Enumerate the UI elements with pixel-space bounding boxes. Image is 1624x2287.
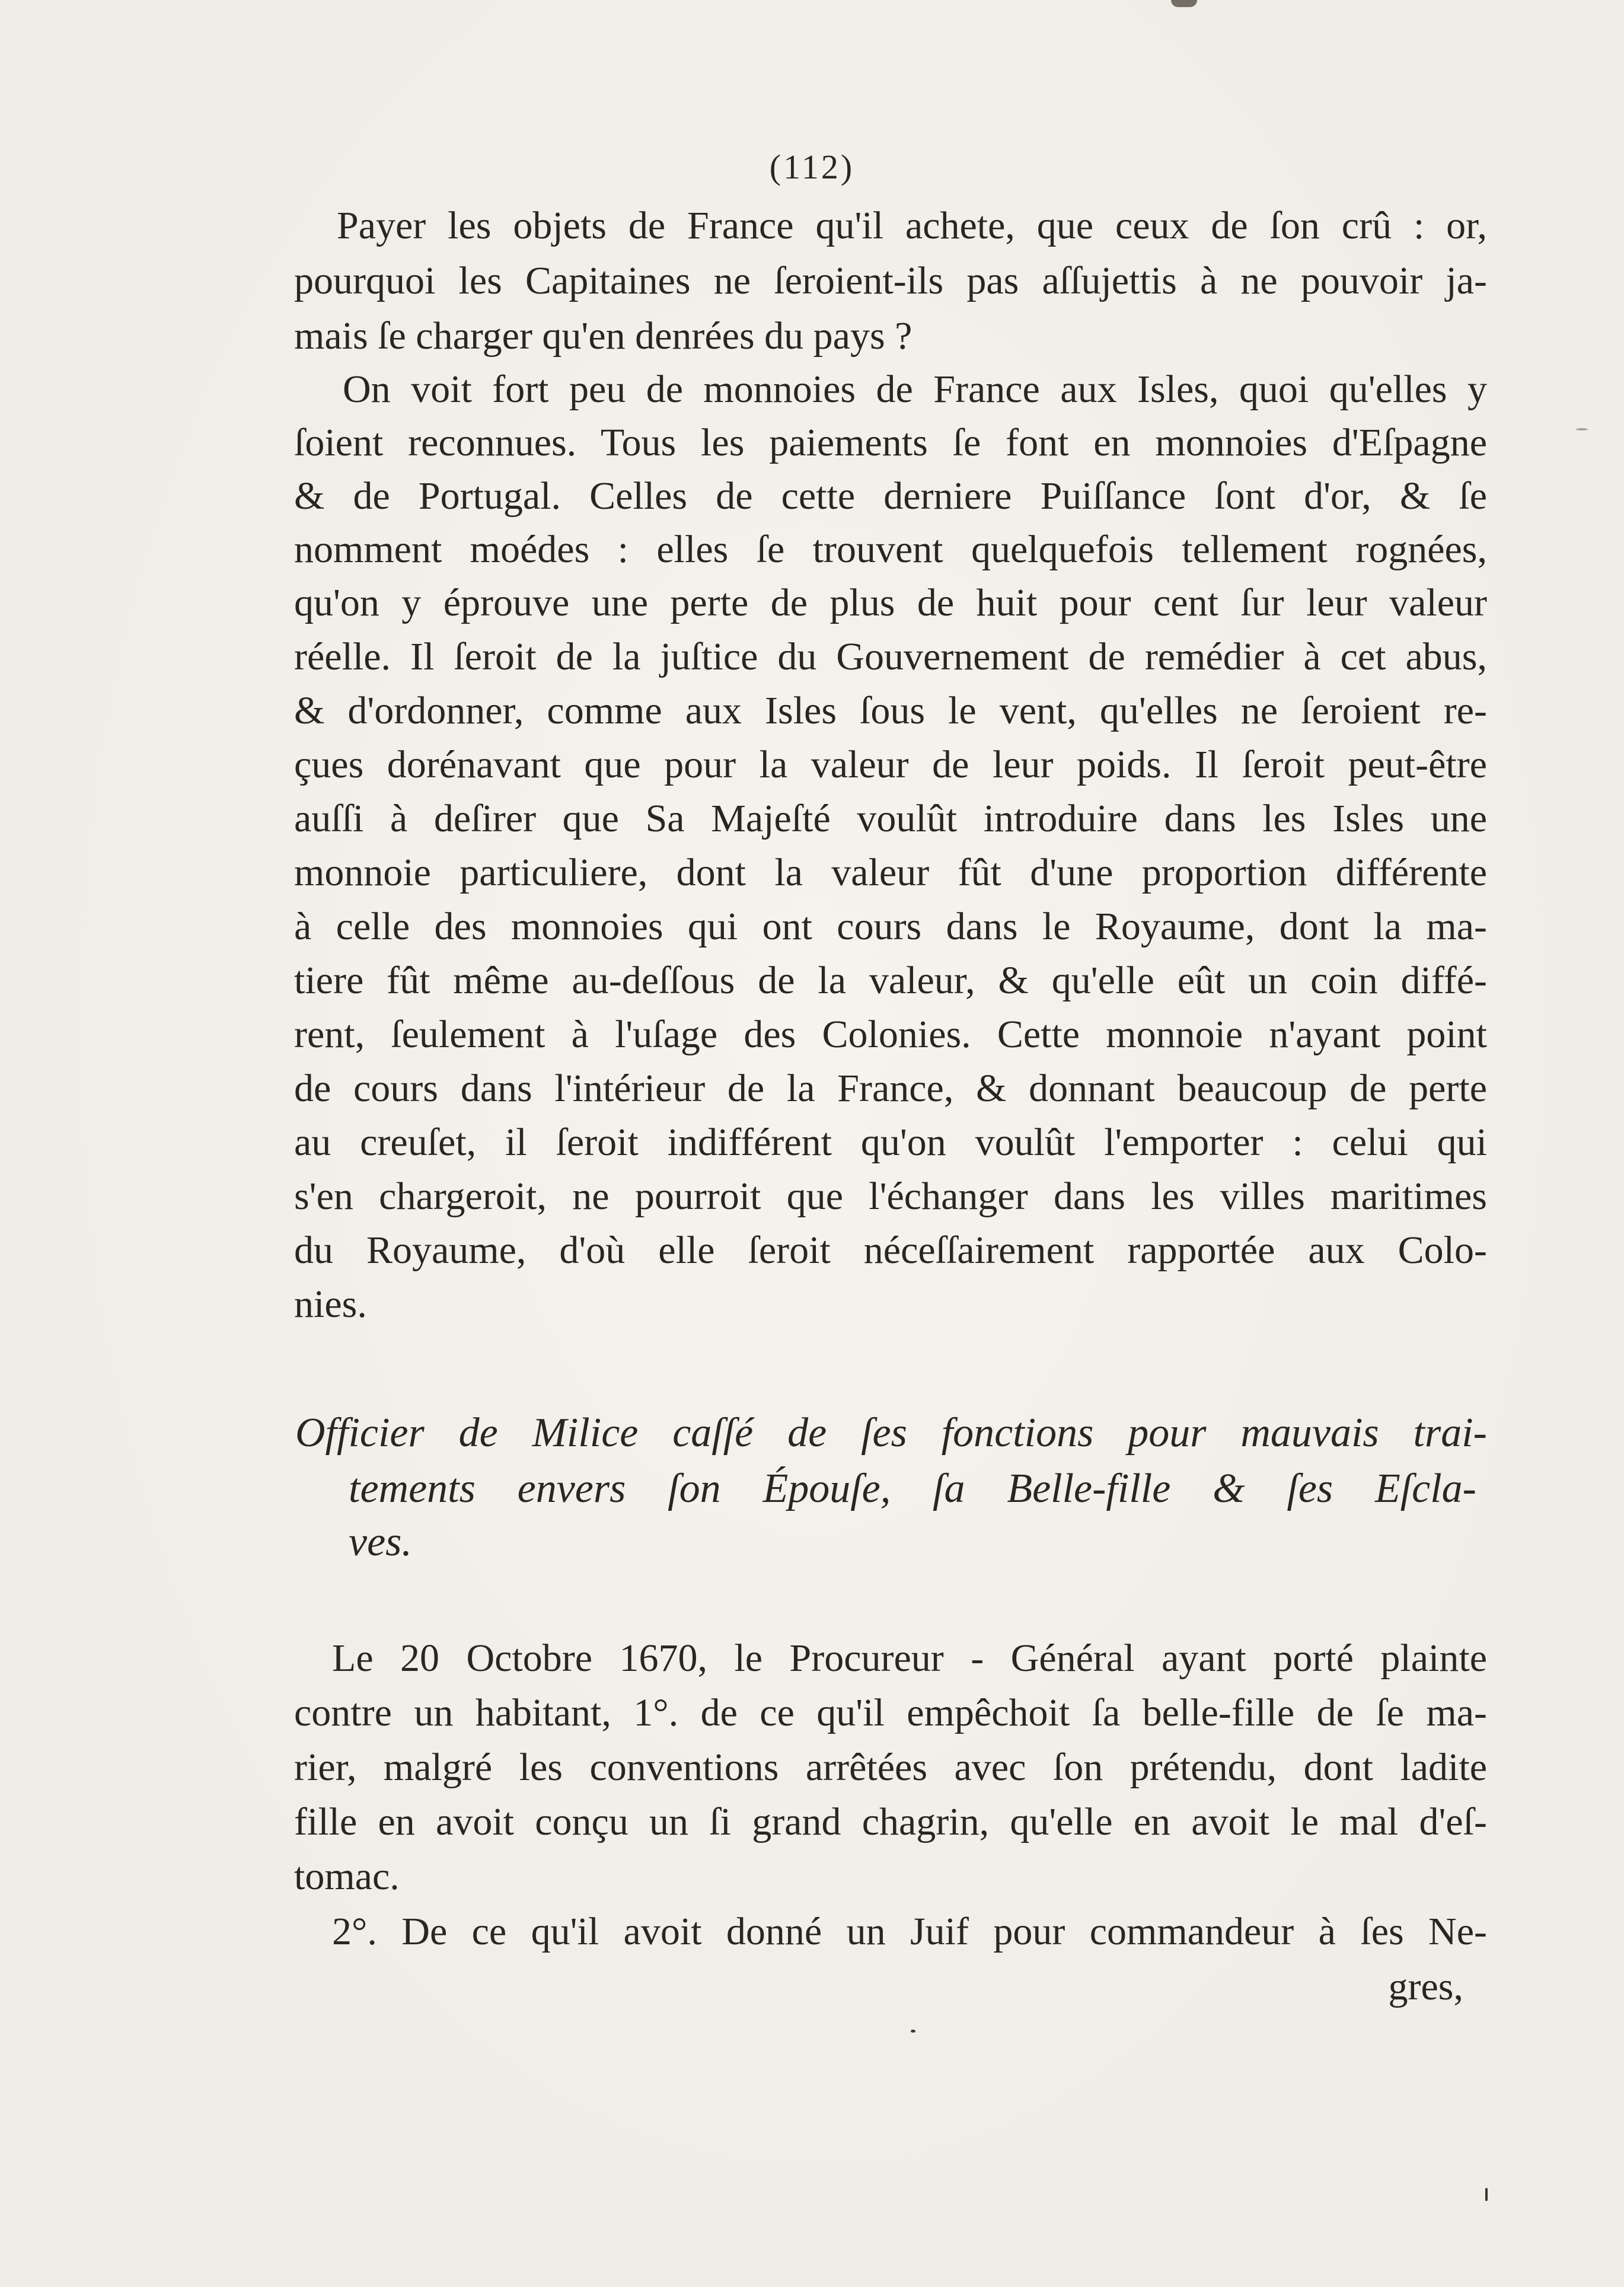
ink-speck bbox=[1485, 2188, 1488, 2201]
text-line: & de Portugal. Celles de cette derniere Puiſſance ſont d'or, & ſe bbox=[294, 474, 1487, 518]
text-line: nomment moédes : elles ſe trouvent quelquefois tellement rognées, bbox=[294, 528, 1487, 571]
text-line: qu'on y éprouve une perte de plus de huit pour cent ſur leur valeur bbox=[294, 581, 1487, 624]
page-number: (112) bbox=[769, 148, 855, 186]
text-line: 2°. De ce qu'il avoit donné un Juif pour commandeur à ſes Ne- bbox=[332, 1910, 1487, 1953]
text-line: & d'ordonner, comme aux Isles ſous le vent, qu'elles ne ſeroient re- bbox=[294, 689, 1487, 732]
text-line: contre un habitant, 1°. de ce qu'il empêchoit ſa belle-fille de ſe ma- bbox=[294, 1691, 1487, 1734]
text-line: rent, ſeulement à l'uſage des Colonies. Cette monnoie n'ayant point bbox=[294, 1013, 1487, 1056]
text-line: réelle. Il ſeroit de la juſtice du Gouvernement de remédier à cet abus, bbox=[294, 635, 1487, 678]
text-line: monnoie particuliere, dont la valeur fût d'une proportion différente bbox=[294, 851, 1487, 894]
section-heading-line: ves. bbox=[349, 1519, 412, 1565]
text-line: tomac. bbox=[294, 1855, 400, 1898]
text-line: fille en avoit conçu un ſi grand chagrin, qu'elle en avoit le mal d'eſ- bbox=[294, 1800, 1487, 1843]
text-line: de cours dans l'intérieur de la France, & donnant beaucoup de perte bbox=[294, 1067, 1487, 1110]
ink-mark bbox=[1171, 0, 1197, 7]
ink-speck bbox=[911, 2030, 915, 2033]
text-line: çues dorénavant que pour la valeur de leur poids. Il ſeroit peut-être bbox=[294, 743, 1487, 786]
text-line: Payer les objets de France qu'il achete, que ceux de ſon crû : or, bbox=[337, 204, 1487, 247]
text-line: pourquoi les Capitaines ne ſeroient-ils pas aſſujettis à ne pouvoir ja- bbox=[294, 259, 1487, 302]
text-line: rier, malgré les conventions arrêtées avec ſon prétendu, dont ladite bbox=[294, 1746, 1487, 1789]
section-heading-line: Officier de Milice caſſé de ſes fonctions pour mauvais trai- bbox=[295, 1410, 1487, 1456]
text-line: ſoient reconnues. Tous les paiements ſe font en monnoies d'Eſpagne bbox=[294, 421, 1487, 464]
catchword: gres, bbox=[1388, 1965, 1463, 2008]
text-line: s'en chargeroit, ne pourroit que l'échanger dans les villes maritimes bbox=[294, 1175, 1487, 1218]
text-line: du Royaume, d'où elle ſeroit néceſſairement rapportée aux Colo- bbox=[294, 1229, 1487, 1272]
text-line: tiere fût même au-deſſous de la valeur, & qu'elle eût un coin diffé- bbox=[294, 959, 1487, 1002]
text-line: Le 20 Octobre 1670, le Procureur - Général ayant porté plainte bbox=[332, 1637, 1487, 1680]
text-line: On voit fort peu de monnoies de France aux Isles, quoi qu'elles y bbox=[343, 368, 1487, 411]
text-line: nies. bbox=[294, 1283, 367, 1326]
text-line: au creuſet, il ſeroit indifférent qu'on voulût l'emporter : celui qui bbox=[294, 1121, 1487, 1164]
text-line: à celle des monnoies qui ont cours dans le Royaume, dont la ma- bbox=[294, 905, 1487, 948]
ink-speck bbox=[1576, 428, 1588, 430]
text-line: auſſi à deſirer que Sa Majeſté voulût introduire dans les Isles une bbox=[294, 797, 1487, 840]
text-line: mais ſe charger qu'en denrées du pays ? bbox=[294, 314, 912, 358]
section-heading-line: tements envers ſon Épouſe, ſa Belle-fille & ſes Eſcla- bbox=[349, 1466, 1476, 1511]
